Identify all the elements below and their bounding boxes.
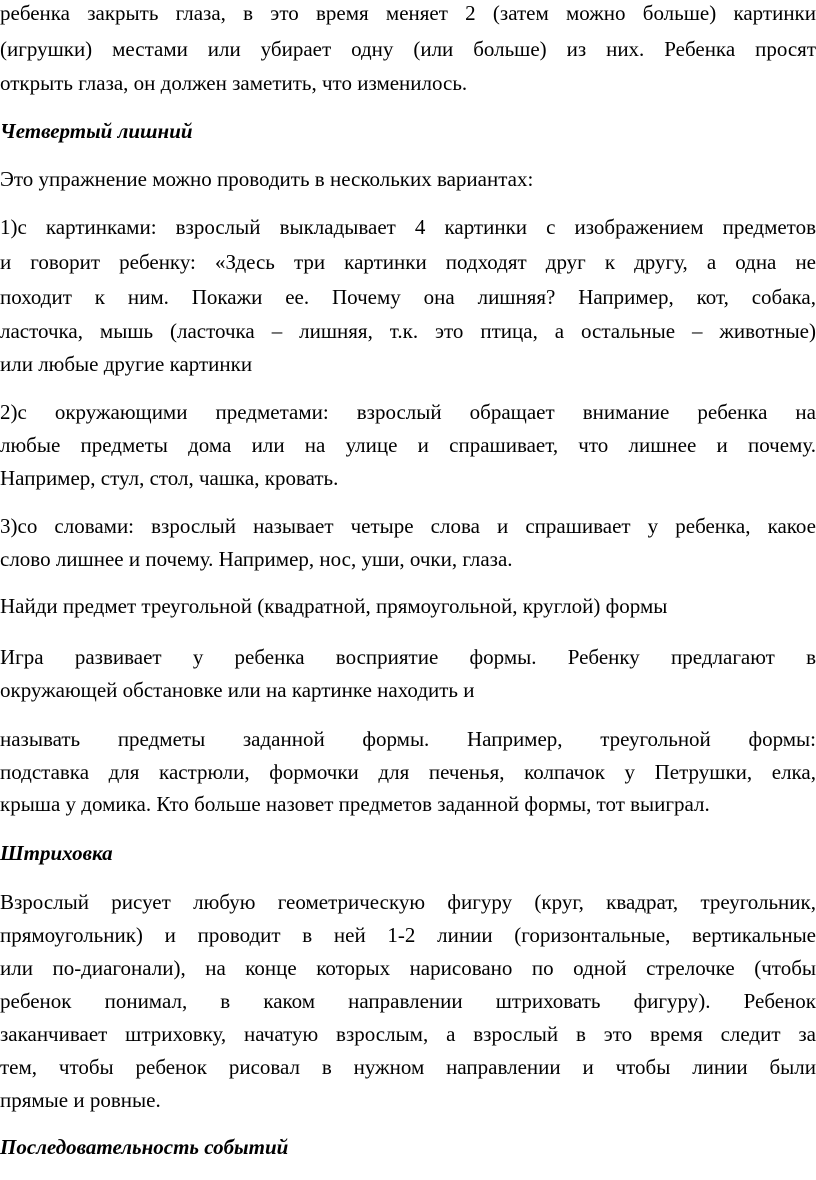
paragraph-line: (игрушки) местами или убирает одну (или больше) из них. Ребенка просят xyxy=(0,37,816,61)
paragraph-line: открыть глаза, он должен заметить, что изменилось. xyxy=(0,71,468,95)
section-heading: Штриховка xyxy=(0,841,113,865)
paragraph-line: прямые и ровные. xyxy=(0,1088,161,1112)
paragraph-line: и говорит ребенку: «Здесь три картинки подходят друг к другу, а одна не xyxy=(0,250,816,274)
paragraph-line: называть предметы заданной формы. Например, треугольной формы: xyxy=(0,727,816,751)
paragraph-line: или любые другие картинки xyxy=(0,352,253,376)
paragraph-line: Например, стул, стол, чашка, кровать. xyxy=(0,466,339,490)
paragraph-line: ласточка, мышь (ласточка – лишняя, т.к. это птица, а остальные – животные) xyxy=(0,319,816,343)
paragraph-line: 3)со словами: взрослый называет четыре слова и спрашивает у ребенка, какое xyxy=(0,514,816,538)
paragraph-line: слово лишнее и почему. Например, нос, уши, очки, глаза. xyxy=(0,547,513,571)
paragraph-line: прямоугольник) и проводит в ней 1-2 линии (горизонтальные, вертикальные xyxy=(0,923,816,947)
section-heading: Четвертый лишний xyxy=(0,119,193,143)
paragraph-line: походит к ним. Покажи ее. Почему она лишняя? Например, кот, собака, xyxy=(0,285,816,309)
section-heading: Найди предмет треугольной (квадратной, прямоугольной, круглой) формы xyxy=(0,594,668,618)
paragraph-line: 1)с картинками: взрослый выкладывает 4 картинки с изображением предметов xyxy=(0,215,816,239)
paragraph-line: окружающей обстановке или на картинке находить и xyxy=(0,678,475,702)
paragraph-line: подставка для кастрюли, формочки для печенья, колпачок у Петрушки, елка, xyxy=(0,760,816,784)
paragraph-line: 2)с окружающими предметами: взрослый обращает внимание ребенка на xyxy=(0,400,816,424)
paragraph-line: крыша у домика. Кто больше назовет предметов заданной формы, тот выиграл. xyxy=(0,792,710,816)
paragraph-line: заканчивает штриховку, начатую взрослым, а взрослый в это время следит за xyxy=(0,1022,816,1046)
section-heading: Последовательность событий xyxy=(0,1135,289,1159)
paragraph-line: Это упражнение можно проводить в нескольких вариантах: xyxy=(0,167,534,191)
paragraph-line: любые предметы дома или на улице и спрашивает, что лишнее и почему. xyxy=(0,433,816,457)
paragraph-line: или по-диагонали), на конце которых нарисовано по одной стрелочке (чтобы xyxy=(0,956,816,980)
paragraph-line: Взрослый рисует любую геометрическую фигуру (круг, квадрат, треугольник, xyxy=(0,890,816,914)
paragraph-line: Игра развивает у ребенка восприятие формы. Ребенку предлагают в xyxy=(0,645,816,669)
paragraph-line: ребенок понимал, в каком направлении штриховать фигуру). Ребенок xyxy=(0,989,816,1013)
paragraph-line: тем, чтобы ребенок рисовал в нужном направлении и чтобы линии были xyxy=(0,1055,816,1079)
paragraph-line: ребенка закрыть глаза, в это время меняет 2 (затем можно больше) картинки xyxy=(0,1,816,25)
